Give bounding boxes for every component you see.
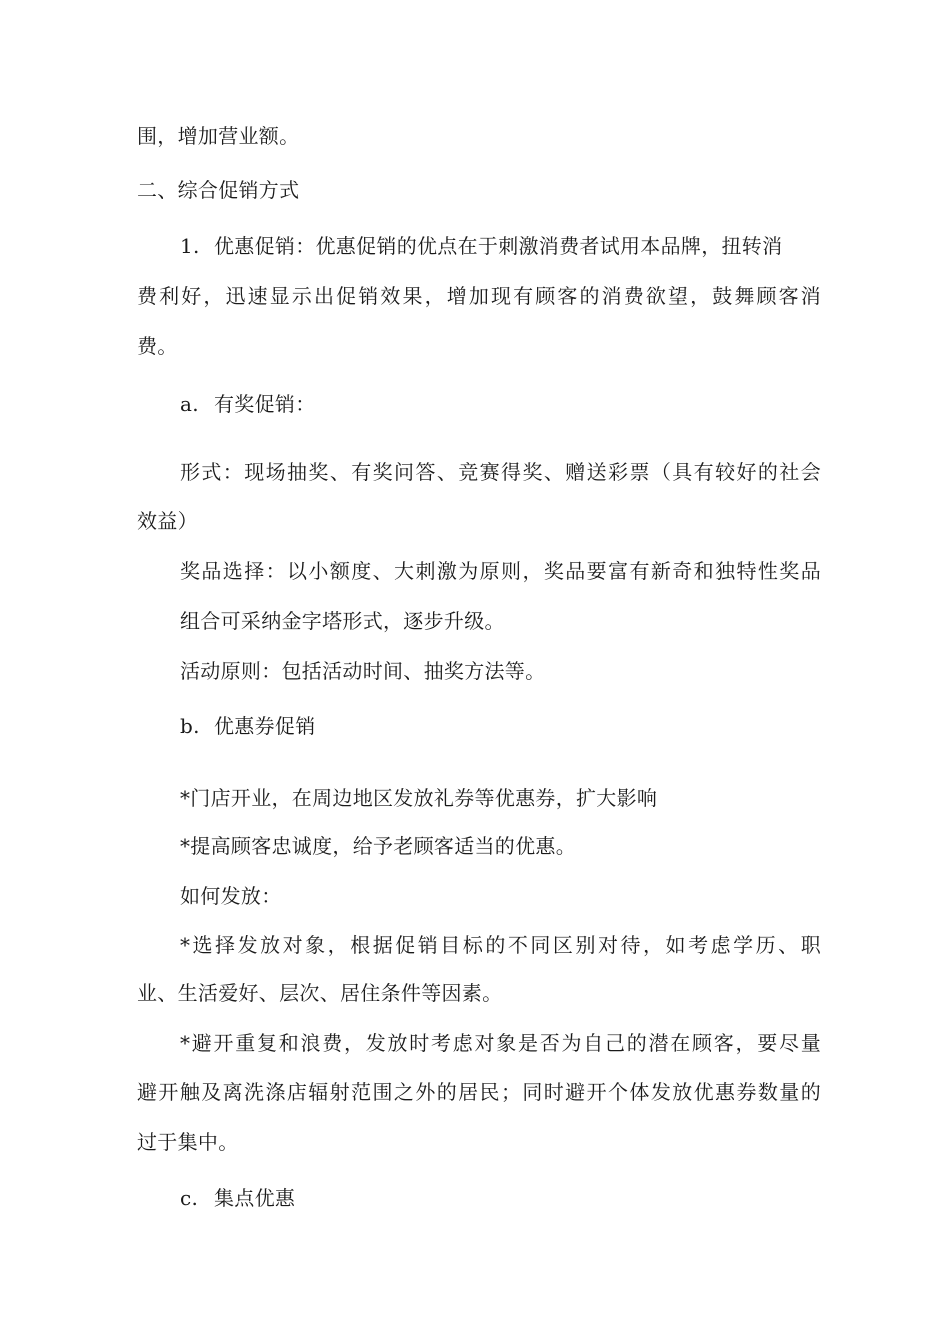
sub-item-b [180, 714, 316, 738]
list-item-text: 优惠促销：优惠促销的优点在于刺激消费者试用本品牌，扭转消 [214, 234, 783, 258]
body-line: 费。 [137, 334, 178, 358]
body-line: *提高顾客忠诚度，给予老顾客适当的优惠。 [180, 834, 576, 858]
body-line: *避开重复和浪费，发放时考虑对象是否为自己的潜在顾客，要尽量 [180, 1031, 821, 1055]
list-marker: b. [180, 714, 200, 738]
sub-item-text: 有奖促销： [214, 392, 316, 416]
sub-item-a [180, 392, 316, 416]
body-line: 奖品选择：以小额度、大刺激为原则，奖品要富有新奇和独特性奖品 [180, 559, 821, 583]
body-line: *门店开业，在周边地区发放礼券等优惠券，扩大影响 [180, 786, 658, 810]
sub-item-c [180, 1186, 295, 1210]
list-marker: 1. [180, 234, 200, 258]
list-marker: a. [180, 392, 199, 416]
body-line: 效益） [137, 509, 198, 533]
body-line: 过于集中。 [137, 1130, 239, 1154]
body-line: 组合可采纳金字塔形式，逐步升级。 [180, 609, 505, 633]
sub-item-text: 优惠券促销 [214, 714, 316, 738]
list-item-1 [180, 234, 782, 258]
body-line: 如何发放： [180, 884, 282, 908]
body-line: 业、生活爱好、层次、居住条件等因素。 [137, 981, 503, 1005]
section-heading: 二、综合促销方式 [137, 178, 300, 202]
body-line: 围，增加营业额。 [137, 124, 300, 148]
body-line: 费利好，迅速显示出促销效果，增加现有顾客的消费欲望，鼓舞顾客消 [137, 284, 821, 308]
body-line: 避开触及离洗涤店辐射范围之外的居民；同时避开个体发放优惠券数量的 [137, 1080, 821, 1104]
body-line: 形式：现场抽奖、有奖问答、竞赛得奖、赠送彩票（具有较好的社会 [180, 460, 821, 484]
list-marker: c. [180, 1186, 199, 1210]
body-line: *选择发放对象，根据促销目标的不同区别对待，如考虑学历、职 [180, 933, 821, 957]
sub-item-text: 集点优惠 [214, 1186, 296, 1210]
body-line: 活动原则：包括活动时间、抽奖方法等。 [180, 659, 546, 683]
